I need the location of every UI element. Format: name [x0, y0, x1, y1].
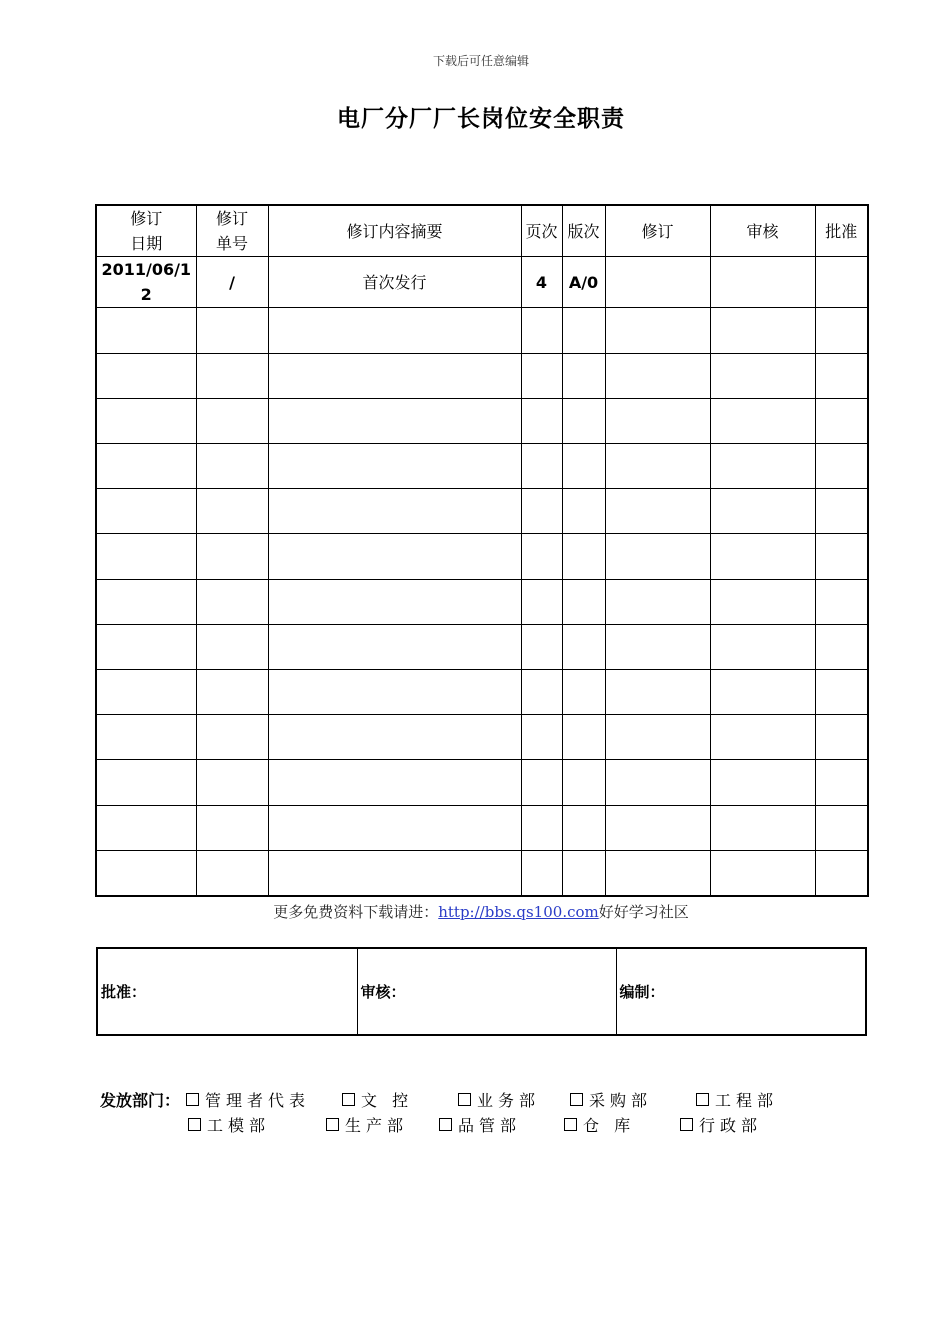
- dist-option-management-rep[interactable]: [186, 1088, 310, 1111]
- empty-cell: [815, 398, 868, 443]
- table-row: [96, 489, 868, 534]
- empty-cell: [605, 669, 710, 714]
- empty-cell: [815, 805, 868, 850]
- empty-cell: [605, 850, 710, 896]
- checkbox-icon[interactable]: [458, 1093, 471, 1106]
- checkbox-icon[interactable]: [342, 1093, 355, 1106]
- empty-cell: [521, 353, 562, 398]
- dist-option-engineering[interactable]: [696, 1088, 778, 1111]
- dist-option-tooling[interactable]: [188, 1113, 270, 1136]
- empty-cell: [96, 850, 196, 896]
- checkbox-icon[interactable]: [570, 1093, 583, 1106]
- table-row: [96, 669, 868, 714]
- empty-cell: [710, 534, 815, 579]
- empty-cell: [562, 444, 605, 489]
- empty-cell: [605, 579, 710, 624]
- empty-cell: [268, 669, 521, 714]
- cell-page: 4: [521, 257, 562, 308]
- footer-suffix: 好好学习社区: [598, 903, 689, 921]
- empty-cell: [562, 850, 605, 896]
- header-date-line1: 修订: [130, 209, 163, 229]
- table-row: [96, 353, 868, 398]
- dist-option-label: 品管部: [458, 1116, 522, 1135]
- cell-revise: [605, 257, 710, 308]
- table-row: [96, 715, 868, 760]
- dist-option-label: 文 控: [361, 1091, 414, 1110]
- empty-cell: [96, 489, 196, 534]
- header-revision-date: [96, 205, 196, 257]
- empty-cell: [562, 534, 605, 579]
- table-row: [96, 398, 868, 443]
- empty-cell: [815, 760, 868, 805]
- empty-cell: [605, 308, 710, 353]
- signoff-approve: 批准：: [97, 948, 357, 1035]
- header-version: 版次: [562, 205, 605, 257]
- empty-cell: [521, 444, 562, 489]
- empty-cell: [268, 805, 521, 850]
- empty-cell: [268, 579, 521, 624]
- empty-cell: [96, 444, 196, 489]
- empty-cell: [96, 308, 196, 353]
- header-order-line2: 单号: [215, 234, 248, 254]
- empty-cell: [196, 308, 268, 353]
- empty-cell: [605, 624, 710, 669]
- dist-option-label: 采购部: [589, 1091, 653, 1110]
- empty-cell: [196, 715, 268, 760]
- empty-cell: [268, 398, 521, 443]
- empty-cell: [710, 805, 815, 850]
- empty-cell: [96, 669, 196, 714]
- dist-option-label: 生产部: [345, 1116, 409, 1135]
- empty-cell: [96, 534, 196, 579]
- empty-cell: [605, 805, 710, 850]
- empty-cell: [268, 534, 521, 579]
- header-page: 页次: [521, 205, 562, 257]
- header-summary: 修订内容摘要: [268, 205, 521, 257]
- revision-table: [95, 204, 869, 897]
- cell-version: A/0: [562, 257, 605, 308]
- empty-cell: [196, 444, 268, 489]
- empty-cell: [196, 579, 268, 624]
- empty-cell: [710, 489, 815, 534]
- empty-cell: [196, 850, 268, 896]
- empty-cell: [562, 308, 605, 353]
- empty-cell: [96, 805, 196, 850]
- table-row: [96, 308, 868, 353]
- empty-cell: [815, 850, 868, 896]
- page-title: 电厂分厂厂长岗位安全职责: [337, 106, 625, 132]
- empty-cell: [96, 353, 196, 398]
- table-row: [96, 850, 868, 896]
- dist-option-label: 仓 库: [583, 1116, 636, 1135]
- dist-option-label: 工程部: [715, 1091, 779, 1110]
- checkbox-icon[interactable]: [326, 1118, 339, 1131]
- empty-cell: [710, 850, 815, 896]
- empty-cell: [96, 624, 196, 669]
- empty-cell: [521, 308, 562, 353]
- empty-cell: [605, 760, 710, 805]
- cell-date-line1: 2011/06/1: [101, 260, 192, 280]
- header-review: 审核: [710, 205, 815, 257]
- empty-cell: [710, 308, 815, 353]
- empty-cell: [815, 353, 868, 398]
- empty-cell: [815, 308, 868, 353]
- header-revise: 修订: [605, 205, 710, 257]
- header-order-line1: 修订: [215, 209, 248, 229]
- empty-cell: [196, 534, 268, 579]
- empty-cell: [96, 579, 196, 624]
- empty-cell: [96, 398, 196, 443]
- empty-cell: [562, 579, 605, 624]
- empty-cell: [268, 353, 521, 398]
- checkbox-icon[interactable]: [696, 1093, 709, 1106]
- signoff-review: 审核：: [357, 948, 616, 1035]
- distribution-label: 发放部门：: [100, 1091, 181, 1110]
- dist-option-warehouse[interactable]: [564, 1113, 635, 1136]
- empty-cell: [268, 760, 521, 805]
- checkbox-icon[interactable]: [186, 1093, 199, 1106]
- header-approve: 批准: [815, 205, 868, 257]
- empty-cell: [815, 624, 868, 669]
- dist-option-quality[interactable]: [439, 1113, 521, 1136]
- empty-cell: [268, 850, 521, 896]
- empty-cell: [521, 489, 562, 534]
- cell-approve: [815, 257, 868, 308]
- empty-cell: [521, 669, 562, 714]
- empty-cell: [521, 805, 562, 850]
- empty-cell: [562, 489, 605, 534]
- empty-cell: [268, 308, 521, 353]
- empty-cell: [521, 398, 562, 443]
- checkbox-icon[interactable]: [564, 1118, 577, 1131]
- empty-cell: [562, 805, 605, 850]
- empty-cell: [562, 715, 605, 760]
- header-date-line2: 日期: [130, 234, 163, 254]
- empty-cell: [605, 489, 710, 534]
- empty-cell: [96, 715, 196, 760]
- empty-cell: [605, 353, 710, 398]
- table-row: [96, 534, 868, 579]
- empty-cell: [562, 398, 605, 443]
- footer-download-note: [0, 901, 950, 922]
- empty-cell: [710, 624, 815, 669]
- empty-cell: [605, 715, 710, 760]
- edit-note: 下载后可任意编辑: [432, 54, 529, 68]
- dist-option-document-control[interactable]: [342, 1088, 413, 1111]
- empty-cell: [815, 444, 868, 489]
- empty-cell: [710, 579, 815, 624]
- dist-option-label: 业务部: [477, 1091, 541, 1110]
- empty-cell: [196, 624, 268, 669]
- empty-cell: [815, 669, 868, 714]
- dist-option-label: 工模部: [207, 1116, 271, 1135]
- empty-cell: [521, 624, 562, 669]
- table-row: [96, 257, 868, 308]
- table-row: [96, 805, 868, 850]
- cell-review: [710, 257, 815, 308]
- empty-cell: [521, 760, 562, 805]
- table-row: [96, 579, 868, 624]
- empty-cell: [562, 669, 605, 714]
- cell-order: /: [196, 257, 268, 308]
- empty-cell: [562, 353, 605, 398]
- cell-summary: 首次发行: [268, 257, 521, 308]
- dist-option-purchasing[interactable]: [570, 1088, 652, 1111]
- empty-cell: [710, 760, 815, 805]
- table-row: [96, 760, 868, 805]
- empty-cell: [710, 398, 815, 443]
- dist-option-production[interactable]: [326, 1113, 408, 1136]
- empty-cell: [521, 534, 562, 579]
- empty-cell: [268, 489, 521, 534]
- dist-option-administration[interactable]: [680, 1113, 762, 1136]
- empty-cell: [196, 398, 268, 443]
- empty-cell: [710, 444, 815, 489]
- dist-option-business[interactable]: [458, 1088, 540, 1111]
- table-header-row: [96, 205, 868, 257]
- empty-cell: [815, 534, 868, 579]
- empty-cell: [521, 715, 562, 760]
- table-row: [96, 444, 868, 489]
- empty-cell: [605, 444, 710, 489]
- dist-option-label: 管理者代表: [205, 1091, 311, 1110]
- cell-date: [96, 257, 196, 308]
- empty-cell: [96, 760, 196, 805]
- empty-cell: [815, 489, 868, 534]
- empty-cell: [710, 353, 815, 398]
- empty-cell: [815, 579, 868, 624]
- empty-cell: [196, 353, 268, 398]
- empty-cell: [605, 534, 710, 579]
- checkbox-icon[interactable]: [439, 1118, 452, 1131]
- empty-cell: [605, 398, 710, 443]
- empty-cell: [268, 715, 521, 760]
- signoff-table: [96, 947, 867, 1036]
- empty-cell: [196, 805, 268, 850]
- table-row: [96, 624, 868, 669]
- checkbox-icon[interactable]: [680, 1118, 693, 1131]
- empty-cell: [710, 669, 815, 714]
- footer-prefix: 更多免费资料下载请进：: [273, 903, 439, 921]
- empty-cell: [268, 624, 521, 669]
- empty-cell: [562, 624, 605, 669]
- empty-cell: [710, 715, 815, 760]
- signoff-compile: 编制：: [616, 948, 866, 1035]
- cell-date-line2: 2: [140, 285, 152, 305]
- footer-link[interactable]: http://bbs.qs100.com: [438, 903, 599, 921]
- empty-cell: [521, 850, 562, 896]
- header-revision-order: [196, 205, 268, 257]
- empty-cell: [268, 444, 521, 489]
- empty-cell: [196, 760, 268, 805]
- empty-cell: [521, 579, 562, 624]
- empty-cell: [815, 715, 868, 760]
- checkbox-icon[interactable]: [188, 1118, 201, 1131]
- empty-cell: [196, 669, 268, 714]
- empty-cell: [562, 760, 605, 805]
- empty-cell: [196, 489, 268, 534]
- dist-option-label: 行政部: [699, 1116, 763, 1135]
